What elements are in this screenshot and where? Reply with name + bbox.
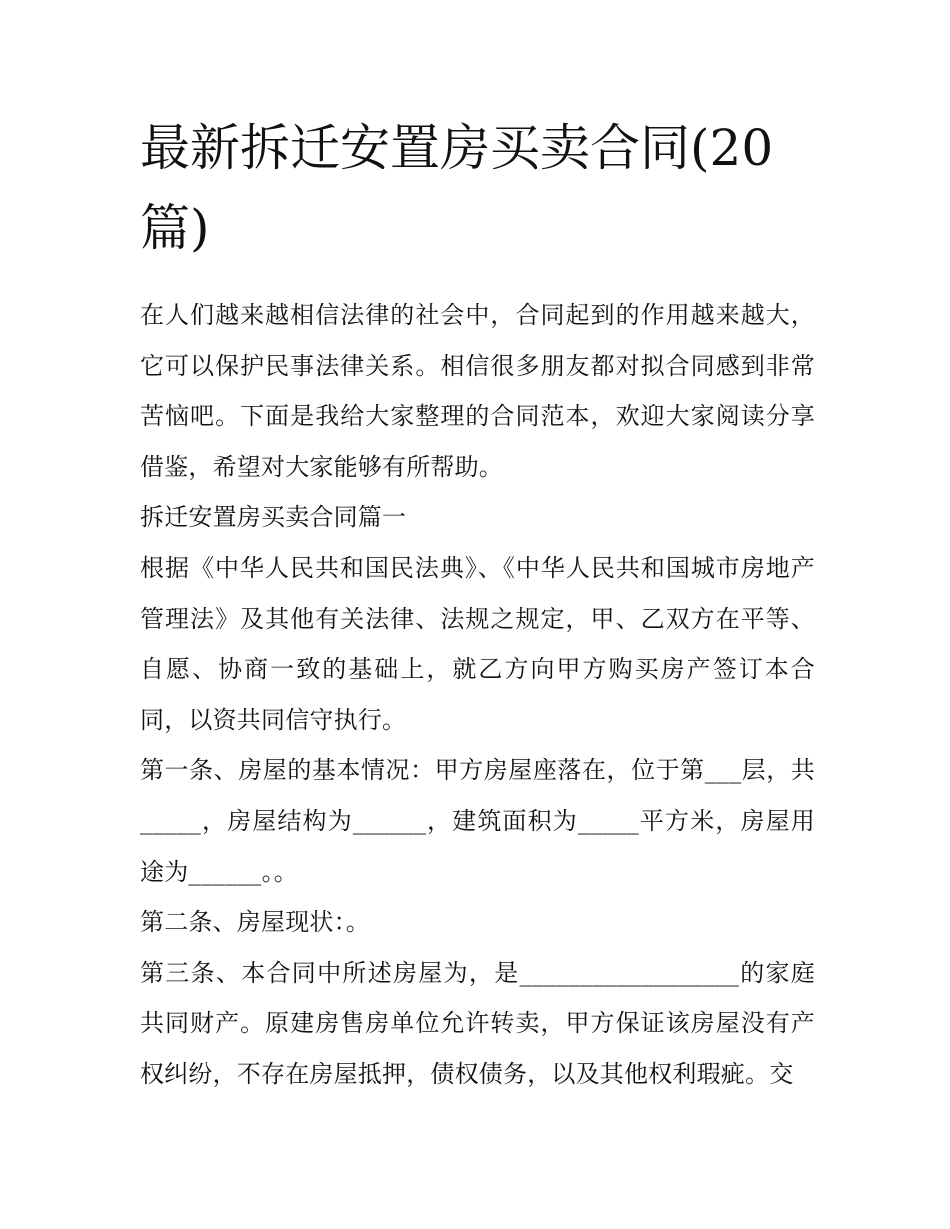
article-2-paragraph: 第二条、房屋现状：。 <box>140 908 370 937</box>
section-heading: 拆迁安置房买卖合同篇一 <box>140 503 407 532</box>
preamble-paragraph: 根据《中华人民共和国民法典》、《中华人民共和国城市房地产管理法》及其他有关法律、法规之规定，甲、乙双方在平等、自愿、协商一致的基础上，就乙方向甲方购买房产签订本合同，以资共同信守执行。 <box>140 553 815 734</box>
intro-paragraph: 在人们越来越相信法律的社会中，合同起到的作用越来越大，它可以保护民事法律关系。相信很多朋友都对拟合同感到非常苦恼吧。下面是我给大家整理的合同范本，欢迎大家阅读分享借鉴，希望对大家能够有所帮助。 <box>140 301 815 481</box>
document-body <box>140 290 815 1100</box>
document-page <box>140 108 815 1100</box>
article-1-paragraph: 第一条、房屋的基本情况：甲方房屋座落在，位于第___层，共_____，房屋结构为______，建筑面积为_____平方米，房屋用途为______。。 <box>140 756 815 886</box>
document-title: 最新拆迁安置房买卖合同(20篇) <box>140 119 774 257</box>
article-3-paragraph: 第三条、本合同中所述房屋为，是__________________的家庭共同财产。原建房售房单位允许转卖，甲方保证该房屋没有产权纠纷，不存在房屋抵押，债权债务，以及其他权利瑕疵。交 <box>140 958 815 1088</box>
